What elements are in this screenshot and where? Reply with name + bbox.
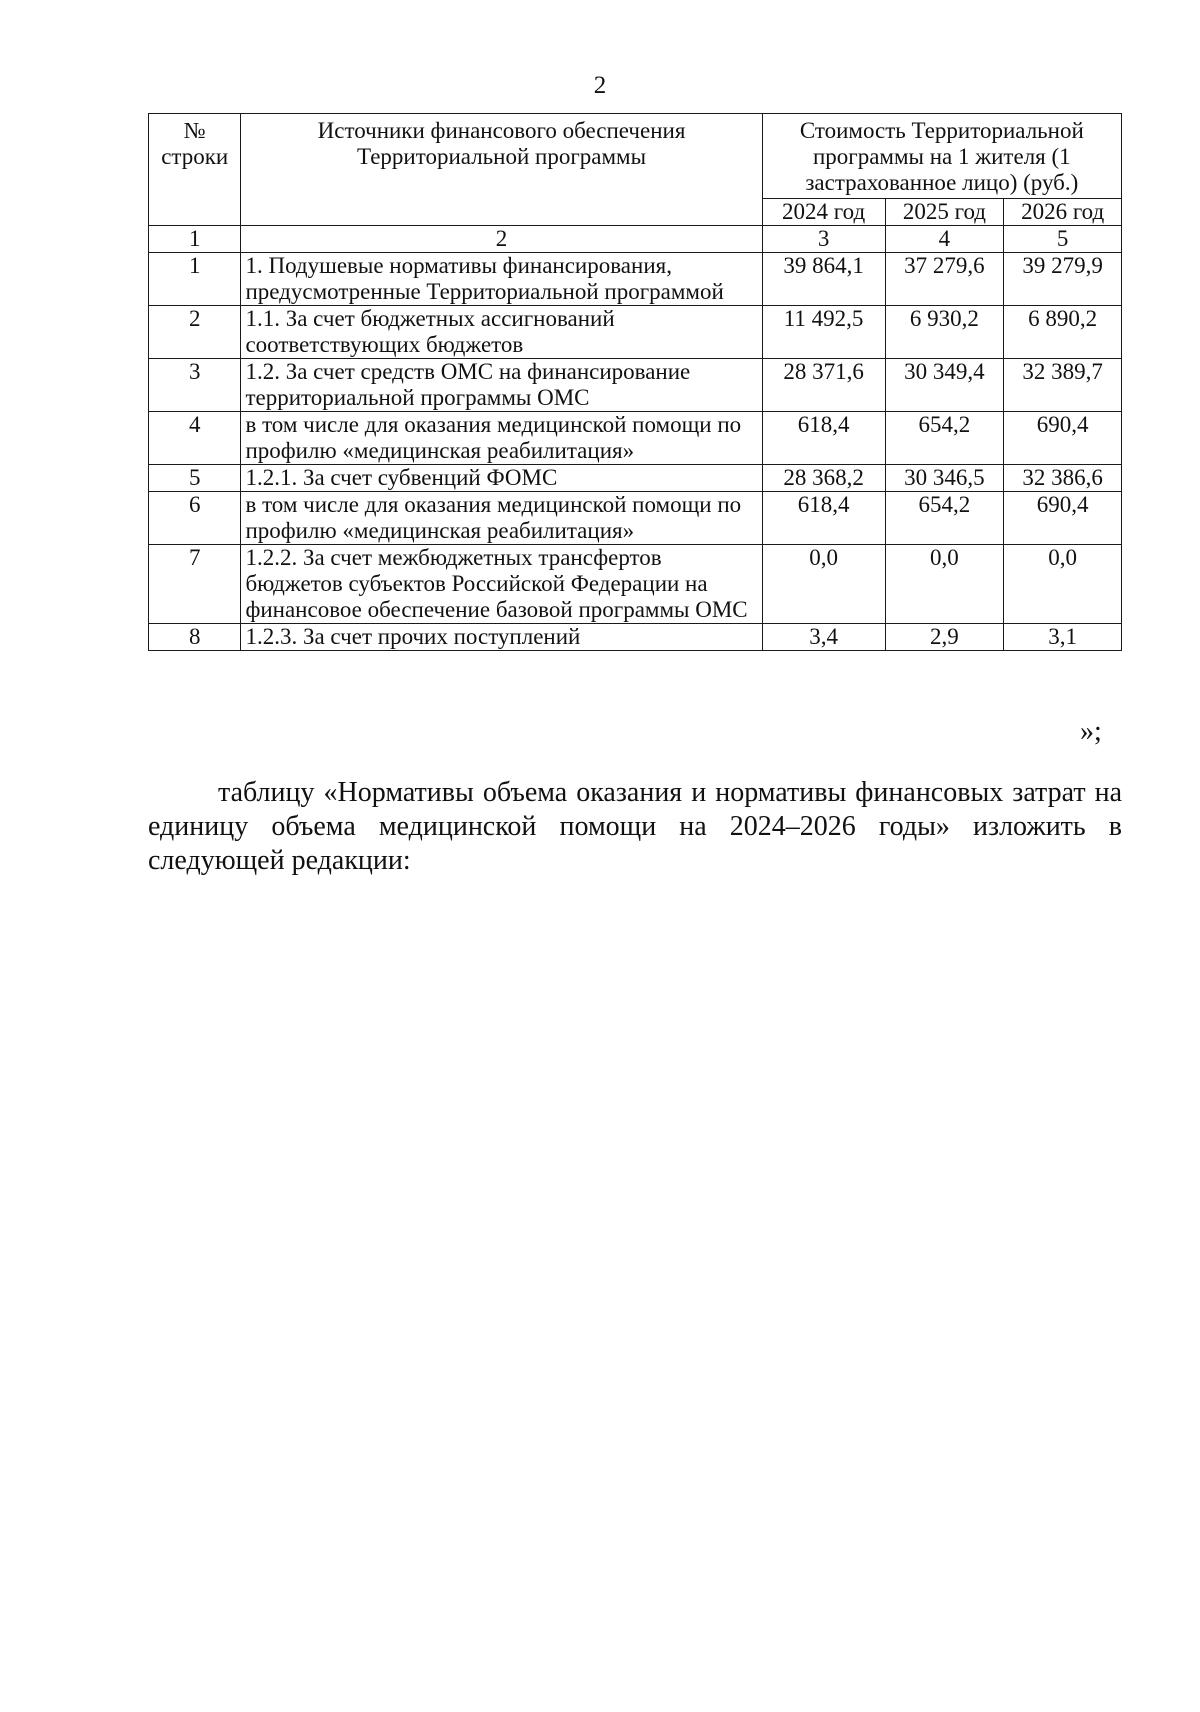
row-value-2025: 6 930,2 [885,306,1004,359]
row-value-2025: 37 279,6 [885,253,1004,306]
row-value-2026: 39 279,9 [1004,253,1122,306]
page-number: 2 [593,72,607,99]
table-row [149,412,1122,465]
row-number: 1 [149,253,241,306]
row-source: в том числе для оказания медицинской помощи по профилю «медицинская реабилитация» [241,412,762,465]
financing-table [148,113,1122,651]
row-value-2024: 3,4 [762,624,885,651]
header-year-2025: 2025 год [885,199,1004,226]
row-value-2024: 28 371,6 [762,359,885,412]
header-source: Источники финансового обеспечения Территориальной программы [241,114,762,226]
row-source: 1.1. За счет бюджетных ассигнований соответствующих бюджетов [241,306,762,359]
row-source: в том числе для оказания медицинской помощи по профилю «медицинская реабилитация» [241,492,762,545]
table-row [149,492,1122,545]
row-source: 1. Подушевые нормативы финансирования, предусмотренные Территориальной программой [241,253,762,306]
table-row [149,359,1122,412]
row-value-2025: 2,9 [885,624,1004,651]
column-number: 3 [762,226,885,253]
column-number: 5 [1004,226,1122,253]
column-number: 2 [241,226,762,253]
row-source: 1.2.2. За счет межбюджетных трансфертов бюджетов субъектов Российской Федерации на финансовое обеспечение базовой программы ОМС [241,545,762,624]
row-number: 8 [149,624,241,651]
row-value-2026: 32 386,6 [1004,465,1122,492]
row-number: 5 [149,465,241,492]
row-value-2024: 11 492,5 [762,306,885,359]
column-number: 4 [885,226,1004,253]
row-value-2026: 690,4 [1004,492,1122,545]
row-number: 4 [149,412,241,465]
row-value-2024: 618,4 [762,412,885,465]
row-value-2026: 0,0 [1004,545,1122,624]
row-value-2024: 618,4 [762,492,885,545]
row-value-2025: 30 346,5 [885,465,1004,492]
row-value-2024: 28 368,2 [762,465,885,492]
header-row-number: № строки [149,114,241,226]
row-source: 1.2. За счет средств ОМС на финансирование территориальной программы ОМС [241,359,762,412]
table-row [149,545,1122,624]
row-number: 7 [149,545,241,624]
row-value-2026: 690,4 [1004,412,1122,465]
closing-quote-mark: »; [1080,716,1102,747]
header-year-2024: 2024 год [762,199,885,226]
row-number: 6 [149,492,241,545]
table-row [149,624,1122,651]
column-number: 1 [149,226,241,253]
header-cost: Стоимость Территориальной программы на 1 жителя (1 застрахованное лицо) (руб.) [762,114,1121,199]
body-paragraph: таблицу «Нормативы объема оказания и нормативы финансовых затрат на единицу объема медицинской помощи на 2024–2026 годы» изложить в следующей редакции: [148,777,1122,876]
row-value-2025: 0,0 [885,545,1004,624]
row-number: 3 [149,359,241,412]
table-row [149,465,1122,492]
row-number: 2 [149,306,241,359]
table-row [149,306,1122,359]
row-value-2026: 3,1 [1004,624,1122,651]
row-source: 1.2.3. За счет прочих поступлений [241,624,762,651]
row-value-2025: 30 349,4 [885,359,1004,412]
row-value-2024: 0,0 [762,545,885,624]
column-numbers-row [149,226,1122,253]
table-row [149,253,1122,306]
row-value-2025: 654,2 [885,492,1004,545]
header-year-2026: 2026 год [1004,199,1122,226]
row-value-2025: 654,2 [885,412,1004,465]
row-value-2026: 32 389,7 [1004,359,1122,412]
row-value-2024: 39 864,1 [762,253,885,306]
row-source: 1.2.1. За счет субвенций ФОМС [241,465,762,492]
row-value-2026: 6 890,2 [1004,306,1122,359]
